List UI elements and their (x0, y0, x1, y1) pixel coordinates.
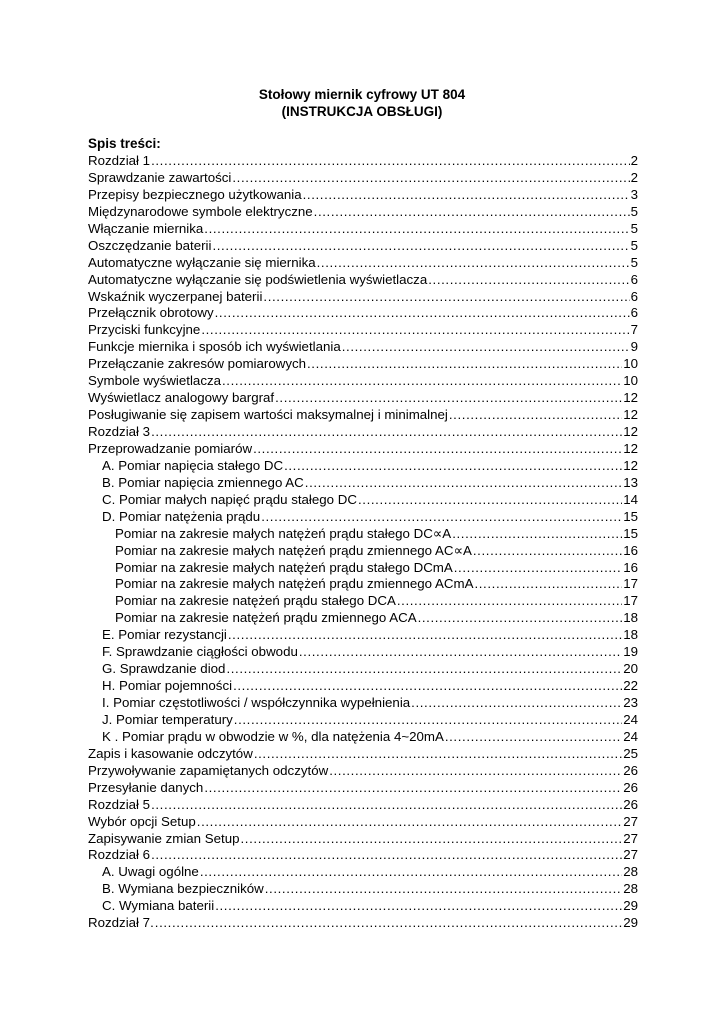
toc-entry-page: 6 (630, 271, 638, 287)
toc-entry (88, 712, 638, 729)
toc-entry (88, 627, 638, 644)
dot-leader (151, 847, 622, 864)
dot-leader (317, 255, 630, 272)
toc-entry (88, 373, 638, 390)
toc-entry-page: 5 (630, 220, 638, 236)
toc-entry-label: Pomiar na zakresie natężeń prądu zmiennego ACA (115, 610, 417, 626)
dot-leader (314, 204, 630, 221)
toc-entry-page: 2 (630, 153, 638, 168)
dot-leader (151, 797, 622, 814)
dot-leader (473, 543, 622, 560)
toc-entry (88, 390, 638, 407)
dot-leader (212, 238, 629, 255)
toc-entry-page: 6 (630, 305, 638, 321)
toc-entry (88, 763, 638, 780)
toc-entry (88, 339, 638, 356)
toc-entry-page: 12 (623, 407, 638, 423)
toc-entry (88, 695, 638, 712)
toc-entry-page: 22 (623, 678, 638, 694)
table-of-contents (88, 153, 638, 932)
toc-entry (88, 509, 638, 526)
toc-entry (88, 492, 638, 509)
toc-entry-page: 26 (623, 779, 638, 795)
toc-entry-label: Sprawdzanie zawartości (88, 169, 232, 185)
toc-entry-page: 16 (623, 559, 638, 575)
toc-entry-label: Pomiar na zakresie małych natężeń prądu zmiennego AC∝A (115, 542, 472, 558)
toc-entry-label: Wybór opcji Setup (88, 813, 196, 829)
toc-entry-label: C. Wymiana baterii (102, 898, 215, 914)
toc-entry-page: 5 (630, 237, 638, 253)
toc-entry (88, 560, 638, 577)
toc-entry-label: Rozdział 1 (88, 153, 151, 168)
toc-entry-page: 27 (623, 813, 638, 829)
toc-entry (88, 255, 638, 272)
toc-entry (88, 831, 638, 848)
toc-entry-label: Międzynarodowe symbole elektryczne (88, 203, 313, 219)
dot-leader (253, 441, 622, 458)
toc-entry (88, 847, 638, 864)
toc-entry-label: Posługiwanie się zapisem wartości maksymalnej i minimalnej (88, 407, 448, 423)
toc-entry-page: 25 (623, 745, 638, 761)
toc-entry (88, 661, 638, 678)
toc-entry-page: 20 (623, 661, 638, 677)
toc-entry (88, 746, 638, 763)
toc-entry-page: 15 (623, 508, 638, 524)
toc-entry-page: 12 (623, 390, 638, 406)
dot-leader (329, 763, 622, 780)
toc-entry-page: 26 (623, 796, 638, 812)
dot-leader (234, 712, 622, 729)
toc-entry-page: 23 (623, 695, 638, 710)
toc-entry (88, 322, 638, 339)
dot-leader (197, 814, 622, 831)
toc-entry (88, 289, 638, 306)
toc-entry (88, 356, 638, 373)
toc-entry-page: 9 (630, 339, 638, 355)
dot-leader (445, 729, 622, 746)
toc-entry-page: 12 (623, 457, 638, 473)
toc-entry-page: 17 (623, 593, 638, 609)
dot-leader (263, 289, 629, 306)
toc-entry-page: 3 (630, 186, 638, 202)
dot-leader (474, 576, 622, 593)
toc-entry-page: 10 (623, 356, 638, 372)
toc-entry (88, 441, 638, 458)
dot-leader (449, 407, 622, 424)
dot-leader (226, 661, 622, 678)
toc-entry (88, 305, 638, 322)
toc-entry-label: Przyciski funkcyjne (88, 322, 201, 338)
toc-entry-page: 26 (623, 762, 638, 778)
dot-leader (151, 424, 622, 441)
toc-entry-page: 18 (623, 610, 638, 626)
toc-entry (88, 543, 638, 560)
toc-entry-page: 28 (623, 864, 638, 880)
toc-entry (88, 221, 638, 238)
toc-entry-label: Pomiar na zakresie małych natężeń prądu zmiennego ACmA (115, 576, 474, 592)
toc-entry-label: K . Pomiar prądu w obwodzie w %, dla natężenia 4~20mA (102, 728, 444, 744)
toc-entry (88, 864, 638, 881)
dot-leader (232, 170, 629, 187)
dot-leader (299, 644, 622, 661)
toc-entry-label: F. Sprawdzanie ciągłości obwodu (102, 644, 298, 660)
toc-entry-label: Zapis i kasowanie odczytów (88, 745, 253, 761)
toc-entry (88, 458, 638, 475)
toc-entry (88, 729, 638, 746)
dot-leader (233, 678, 622, 695)
toc-entry-label: Automatyczne wyłączanie się podświetlenia wyświetlacza (88, 271, 428, 287)
toc-entry (88, 170, 638, 187)
dot-leader (261, 509, 622, 526)
toc-entry-label: Wskaźnik wyczerpanej baterii (88, 288, 263, 304)
toc-entry-page: 24 (623, 711, 638, 727)
dot-leader (201, 322, 629, 339)
toc-entry-label: Pomiar na zakresie małych natężeń prądu stałego DC∝A (115, 525, 452, 541)
toc-entry-label: C. Pomiar małych napięć prądu stałego DC (102, 491, 357, 507)
dot-leader (342, 339, 630, 356)
dot-leader (215, 898, 622, 915)
toc-entry-page: 19 (623, 644, 638, 660)
toc-entry (88, 187, 638, 204)
toc-entry (88, 898, 638, 915)
toc-entry (88, 272, 638, 289)
dot-leader (241, 831, 623, 848)
dot-leader (418, 610, 623, 627)
toc-entry-page: 5 (630, 203, 638, 219)
toc-entry-label: Rozdział 5 (88, 796, 151, 812)
toc-entry (88, 881, 638, 898)
toc-entry-label: Funkcje miernika i sposób ich wyświetlania (88, 339, 341, 355)
toc-entry-page: 12 (623, 440, 638, 456)
dot-leader (454, 560, 622, 577)
dot-leader (200, 864, 622, 881)
toc-entry-label: Wyświetlacz analogowy bargraf (88, 390, 275, 406)
toc-entry-label: Przywoływanie zapamiętanych odczytów (88, 762, 329, 778)
toc-entry-label: Przesyłanie danych (88, 779, 204, 795)
toc-entry-label: Zapisywanie zmian Setup (88, 830, 240, 846)
toc-entry-label: B. Wymiana bezpieczników (102, 881, 264, 897)
toc-entry (88, 238, 638, 255)
toc-entry-label: Pomiar na zakresie natężeń prądu stałego DCA (115, 593, 396, 609)
toc-entry-page: 6 (630, 288, 638, 304)
dot-leader (305, 475, 622, 492)
toc-entry-page: 5 (630, 254, 638, 270)
document-title-line1: Stołowy miernik cyfrowy UT 804 (258, 87, 466, 102)
toc-entry-label: A. Pomiar napięcia stałego DC (102, 457, 284, 473)
dot-leader (155, 915, 622, 932)
dot-leader (228, 627, 622, 644)
toc-entry-page: 17 (623, 576, 638, 592)
toc-entry-page: 24 (623, 728, 638, 744)
toc-entry (88, 678, 638, 695)
toc-entry (88, 915, 638, 932)
toc-entry-page: 18 (623, 627, 638, 643)
toc-entry (88, 814, 638, 831)
dot-leader (452, 526, 622, 543)
toc-entry-page: 15 (623, 525, 638, 541)
toc-entry (88, 204, 638, 221)
toc-entry-page: 29 (623, 898, 638, 914)
dot-leader (204, 221, 629, 238)
toc-entry-page: 27 (623, 830, 638, 846)
toc-heading: Spis treści: (88, 136, 161, 151)
dot-leader (222, 373, 622, 390)
dot-leader (307, 356, 622, 373)
toc-entry-label: Włączanie miernika (88, 220, 204, 236)
toc-entry (88, 610, 638, 627)
toc-entry-page: 16 (623, 542, 638, 558)
dot-leader (151, 153, 630, 170)
toc-entry (88, 780, 638, 797)
toc-entry-label: B. Pomiar napięcia zmiennego AC (102, 474, 304, 490)
toc-entry-label: Przeprowadzanie pomiarów (88, 440, 253, 456)
toc-entry-page: 10 (623, 373, 638, 389)
dot-leader (275, 390, 622, 407)
toc-entry-page: 14 (623, 491, 638, 507)
toc-entry-label: Rozdział 3 (88, 424, 151, 439)
toc-entry-label: Symbole wyświetlacza (88, 373, 222, 389)
toc-entry-label: J. Pomiar temperatury (102, 711, 233, 727)
toc-entry-page: 7 (630, 322, 638, 338)
toc-entry-label: A. Uwagi ogólne (102, 864, 199, 880)
toc-entry (88, 576, 638, 593)
toc-entry-page: 29 (623, 915, 638, 931)
toc-entry-label: G. Sprawdzanie diod (102, 661, 226, 677)
toc-entry (88, 593, 638, 610)
toc-entry-label: Oszczędzanie baterii (88, 237, 212, 253)
toc-entry-label: Rozdział 6 (88, 847, 151, 863)
dot-leader (428, 272, 629, 289)
toc-entry-page: 13 (623, 474, 638, 490)
dot-leader (254, 746, 622, 763)
toc-entry-label: Pomiar na zakresie małych natężeń prądu stałego DCmA (115, 559, 453, 575)
toc-entry (88, 153, 638, 170)
document-title-line2: (INSTRUKCJA OBSŁUGI) (281, 104, 443, 119)
toc-entry-label: Przełączanie zakresów pomiarowych (88, 356, 307, 372)
toc-entry-label: H. Pomiar pojemności (102, 678, 233, 694)
toc-entry-page: 27 (623, 847, 638, 863)
toc-entry-label: D. Pomiar natężenia prądu (102, 508, 261, 524)
dot-leader (215, 305, 630, 322)
dot-leader (265, 881, 622, 898)
toc-entry-label: Automatyczne wyłączanie się miernika (88, 254, 316, 270)
toc-entry (88, 797, 638, 814)
toc-entry (88, 644, 638, 661)
toc-entry (88, 475, 638, 492)
toc-entry-page: 28 (623, 881, 638, 897)
dot-leader (284, 458, 622, 475)
toc-entry-label: Przełącznik obrotowy (88, 305, 214, 321)
toc-entry-page: 12 (623, 424, 638, 439)
toc-entry-label: Rozdział 7. (88, 915, 154, 931)
toc-entry-page: 2 (630, 169, 638, 185)
dot-leader (303, 187, 630, 204)
toc-entry (88, 526, 638, 543)
dot-leader (358, 492, 622, 509)
toc-entry-label: E. Pomiar rezystancji (102, 627, 227, 643)
toc-entry-label: Przepisy bezpiecznego użytkowania (88, 186, 302, 202)
toc-entry (88, 407, 638, 424)
dot-leader (204, 780, 622, 797)
dot-leader (411, 695, 622, 712)
toc-entry-label: I. Pomiar częstotliwości / współczynnika wypełnienia (102, 695, 411, 710)
toc-entry (88, 424, 638, 441)
dot-leader (397, 593, 622, 610)
